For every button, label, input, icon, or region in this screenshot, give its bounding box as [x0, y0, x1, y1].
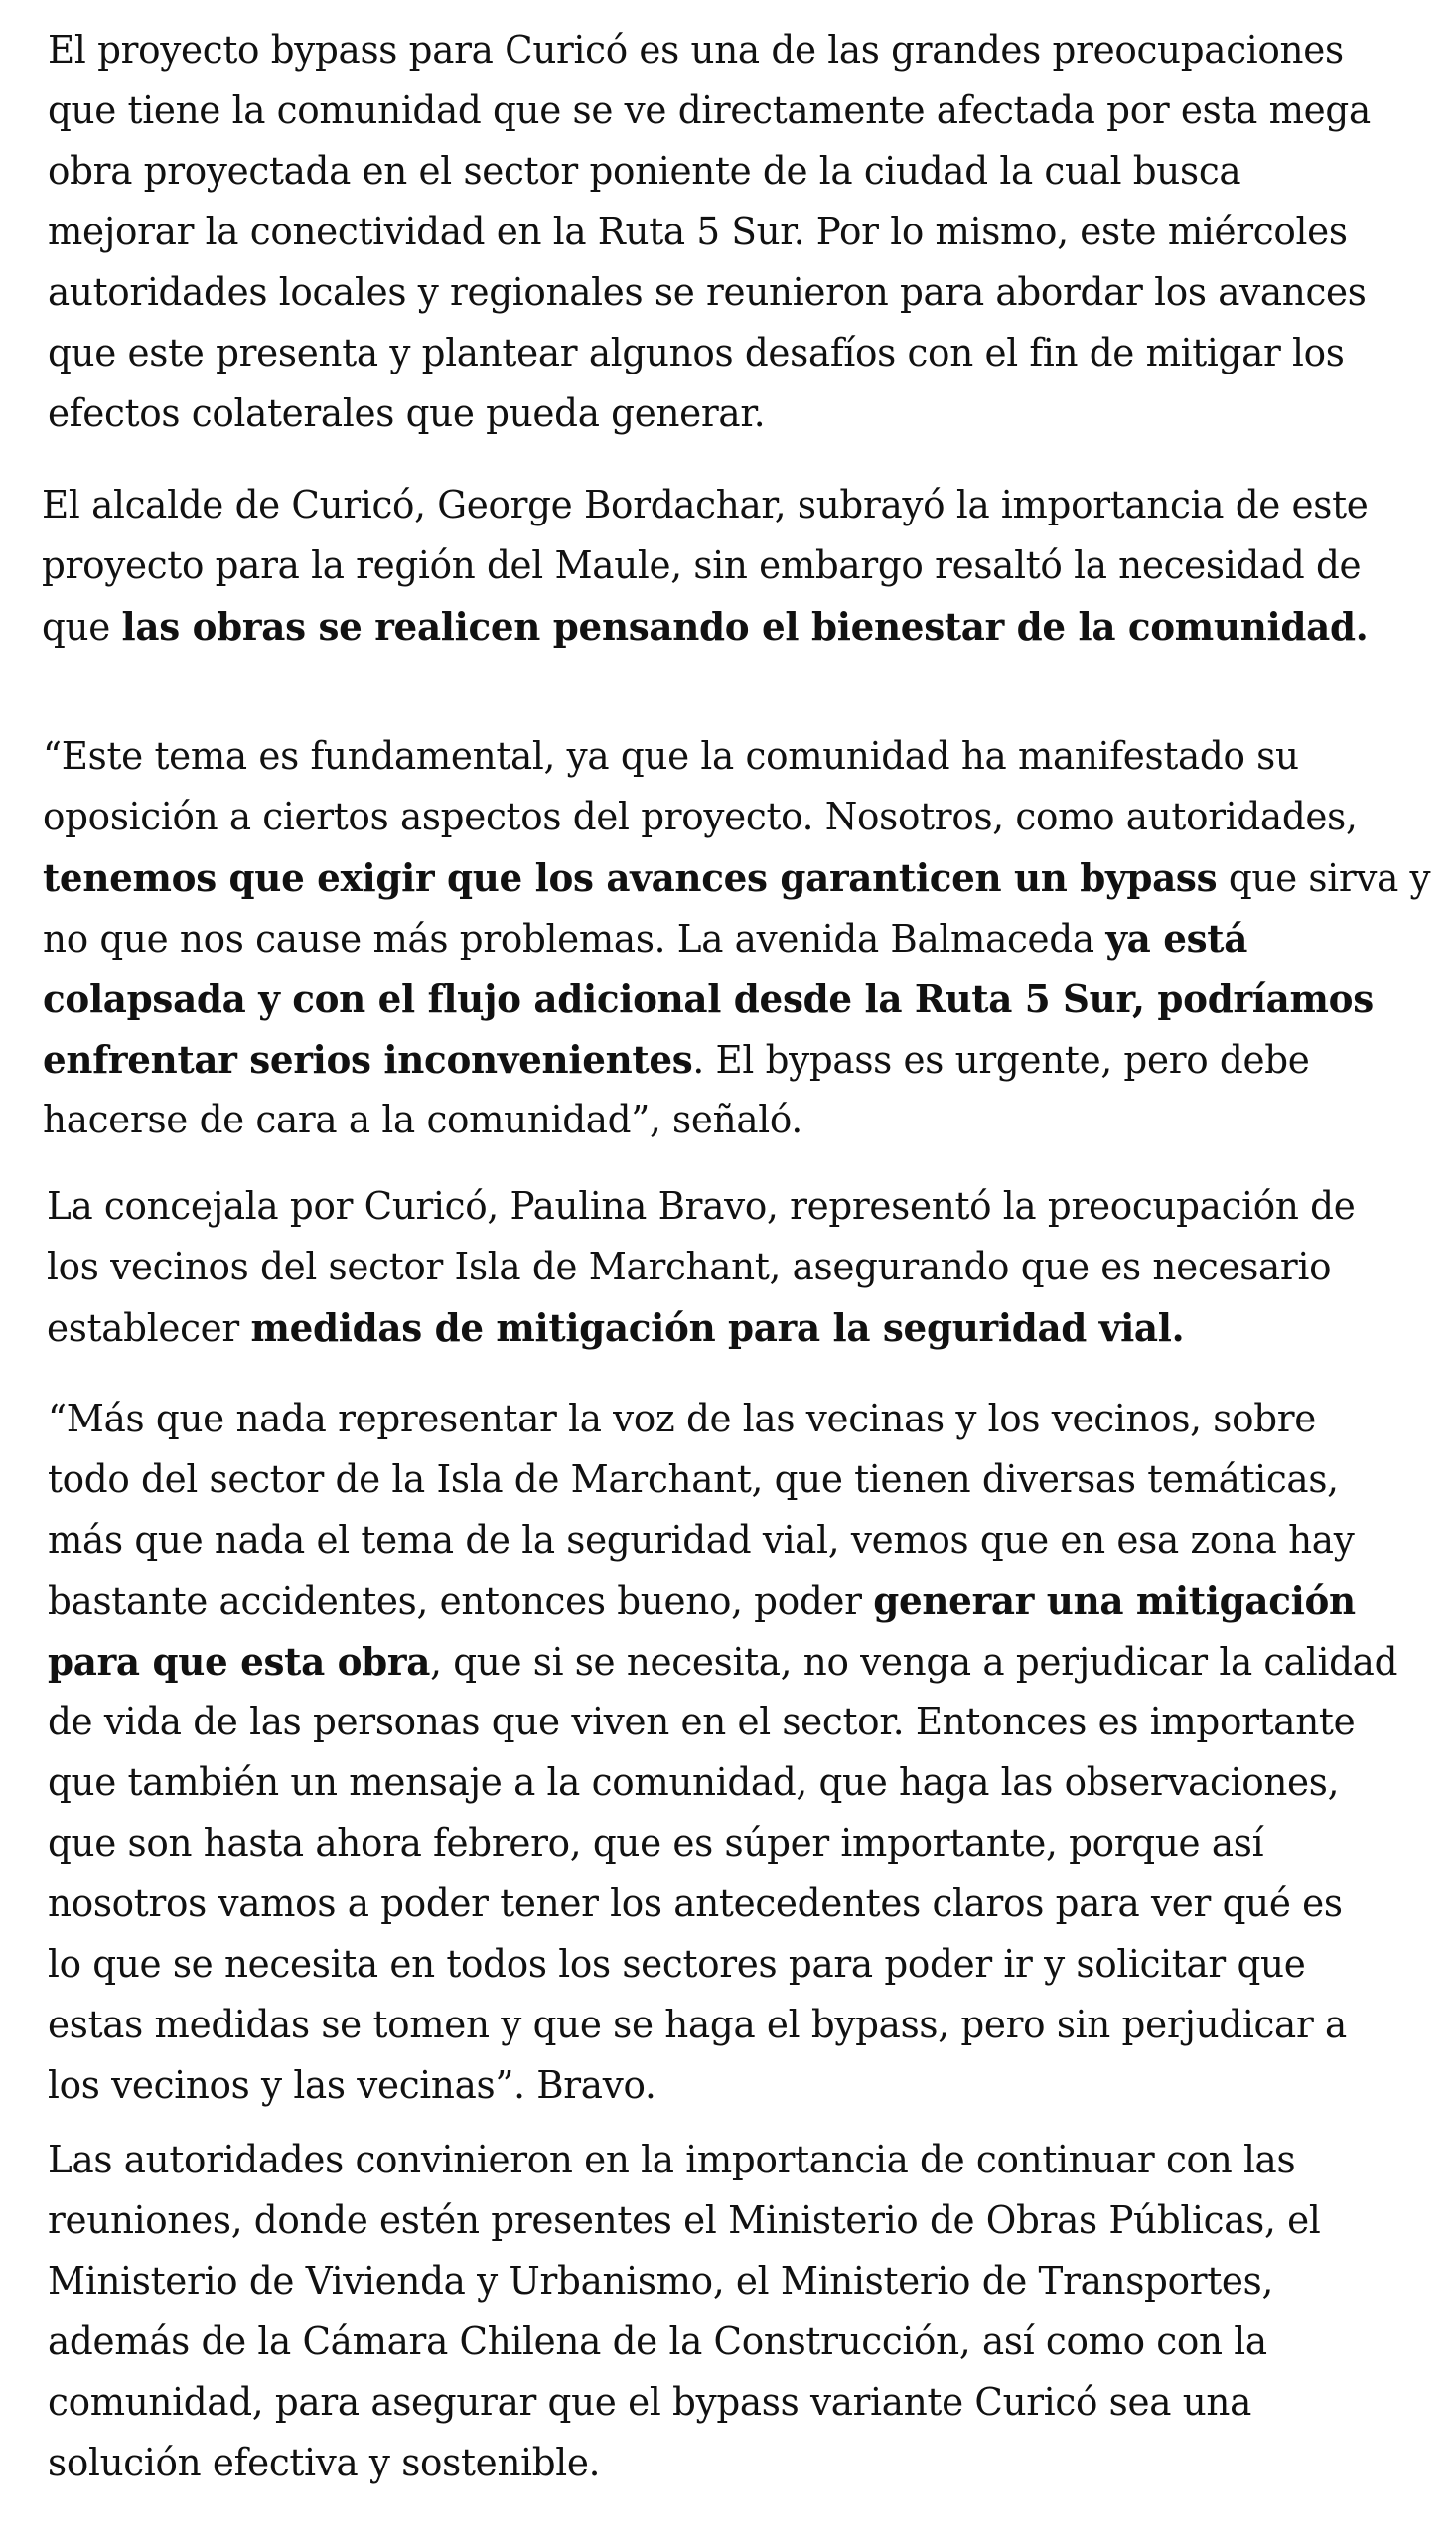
body-text: más que nada el tema de la seguridad vial, vemos que en esa zona hay — [48, 1518, 1355, 1562]
text-line — [47, 1297, 1355, 1358]
body-text: mejorar la conectividad en la Ruta 5 Sur. Por lo mismo, este miércoles — [48, 210, 1348, 253]
body-text: Ministerio de Vivienda y Urbanismo, el Ministerio de Transportes, — [48, 2259, 1274, 2303]
text-line — [43, 847, 1430, 908]
body-text: autoridades locales y regionales se reunieron para abordar los avances — [48, 270, 1367, 314]
paragraph-councilor-quote — [48, 1389, 1424, 2116]
text-line — [48, 383, 1371, 444]
text-line — [48, 262, 1371, 323]
body-text: los vecinos del sector Isla de Marchant, asegurando que es necesario — [47, 1245, 1332, 1288]
text-line — [48, 2312, 1320, 2372]
body-text: , que si se necesita, no venga a perjudicar la calidad — [430, 1640, 1398, 1684]
text-line — [42, 535, 1369, 596]
text-line — [48, 2130, 1320, 2190]
text-line — [43, 787, 1430, 847]
body-text: además de la Cámara Chilena de la Construcción, así como con la — [48, 2319, 1267, 2363]
text-line — [48, 2372, 1320, 2433]
text-line — [42, 475, 1369, 535]
body-text: El proyecto bypass para Curicó es una de las grandes preocupaciones — [48, 28, 1344, 72]
text-line — [43, 1090, 1430, 1150]
body-text: La concejala por Curicó, Paulina Bravo, representó la preocupación de — [47, 1184, 1356, 1228]
text-line — [47, 1176, 1355, 1237]
body-text: bastante accidentes, entonces bueno, poder — [48, 1579, 874, 1623]
text-line — [48, 2433, 1320, 2493]
body-text: hacerse de cara a la comunidad”, señaló. — [43, 1098, 802, 1141]
text-line — [48, 202, 1371, 262]
bold-text: colapsada y con el flujo adicional desde la Ruta 5 Sur, podríamos — [43, 976, 1374, 1021]
text-line — [48, 1449, 1397, 1510]
body-text: solución efectiva y sostenible. — [48, 2441, 601, 2484]
bold-text: ya está — [1105, 916, 1248, 961]
text-line — [48, 1813, 1397, 1873]
body-text: Las autoridades convinieron en la importancia de continuar con las — [48, 2138, 1296, 2181]
paragraph-councilor-statement — [47, 1176, 1382, 1358]
body-text: reuniones, donde estén presentes el Ministerio de Obras Públicas, el — [48, 2198, 1321, 2242]
body-text: “Más que nada representar la voz de las vecinas y los vecinos, sobre — [48, 1397, 1317, 1440]
text-line — [43, 969, 1430, 1029]
body-text: lo que se necesita en todos los sectores para poder ir y solicitar que — [48, 1942, 1306, 1986]
text-line — [48, 1752, 1397, 1813]
paragraph-mayor-quote — [43, 726, 1456, 1150]
text-line — [48, 2190, 1320, 2251]
text-line — [43, 908, 1430, 969]
body-text: establecer — [47, 1306, 251, 1350]
body-text: que — [42, 605, 122, 649]
text-line — [48, 1873, 1397, 1934]
text-line — [48, 323, 1371, 383]
text-line — [43, 726, 1430, 787]
text-line — [48, 2251, 1320, 2312]
text-line — [43, 1029, 1430, 1090]
text-line — [48, 1934, 1397, 1995]
text-line — [48, 1510, 1397, 1571]
body-text: los vecinos y las vecinas”. Bravo. — [48, 2063, 656, 2107]
body-text: oposición a ciertos aspectos del proyecto. Nosotros, como autoridades, — [43, 795, 1358, 838]
body-text: que también un mensaje a la comunidad, que haga las observaciones, — [48, 1760, 1340, 1804]
text-line — [48, 1571, 1397, 1631]
text-line — [42, 596, 1369, 657]
body-text: que son hasta ahora febrero, que es súper importante, porque así — [48, 1821, 1264, 1865]
body-text: estas medidas se tomen y que se haga el bypass, pero sin perjudicar a — [48, 2003, 1347, 2046]
body-text: nosotros vamos a poder tener los antecedentes claros para ver qué es — [48, 1881, 1343, 1925]
body-text: todo del sector de la Isla de Marchant, que tienen diversas temáticas, — [48, 1457, 1339, 1501]
bold-text: tenemos que exigir que los avances garanticen un bypass — [43, 855, 1218, 900]
bold-text: generar una mitigación — [873, 1578, 1356, 1623]
paragraph-mayor-statement — [42, 475, 1394, 657]
bold-text: las obras se realicen pensando el bienestar de la comunidad. — [121, 604, 1369, 649]
text-line — [47, 1237, 1355, 1297]
body-text: efectos colaterales que pueda generar. — [48, 391, 766, 435]
body-text: “Este tema es fundamental, ya que la comunidad ha manifestado su — [43, 734, 1299, 778]
body-text: obra proyectada en el sector poniente de la ciudad la cual busca — [48, 149, 1241, 193]
body-text: que tiene la comunidad que se ve directamente afectada por esta mega — [48, 88, 1371, 132]
text-line — [48, 1631, 1397, 1692]
bold-text: para que esta obra — [48, 1639, 431, 1684]
body-text: proyecto para la región del Maule, sin embargo resaltó la necesidad de — [42, 543, 1362, 587]
paragraph-intro — [48, 20, 1397, 444]
text-line — [48, 1995, 1397, 2055]
body-text: comunidad, para asegurar que el bypass variante Curicó sea una — [48, 2380, 1252, 2424]
text-line — [48, 141, 1371, 202]
body-text: que sirva y — [1217, 856, 1431, 900]
bold-text: enfrentar serios inconvenientes — [43, 1037, 693, 1082]
body-text: no que nos cause más problemas. La avenida Balmaceda — [43, 917, 1106, 961]
text-line — [48, 1692, 1397, 1752]
text-line — [48, 20, 1371, 80]
body-text: que este presenta y plantear algunos desafíos con el fin de mitigar los — [48, 331, 1345, 374]
body-text: El alcalde de Curicó, George Bordachar, subrayó la importancia de este — [42, 483, 1369, 526]
body-text: de vida de las personas que viven en el sector. Entonces es importante — [48, 1700, 1356, 1743]
text-line — [48, 1389, 1397, 1449]
bold-text: medidas de mitigación para la seguridad vial. — [250, 1305, 1185, 1350]
text-line — [48, 80, 1371, 141]
body-text: . El bypass es urgente, pero debe — [692, 1038, 1310, 1082]
text-line — [48, 2055, 1397, 2116]
paragraph-conclusion — [48, 2130, 1346, 2493]
